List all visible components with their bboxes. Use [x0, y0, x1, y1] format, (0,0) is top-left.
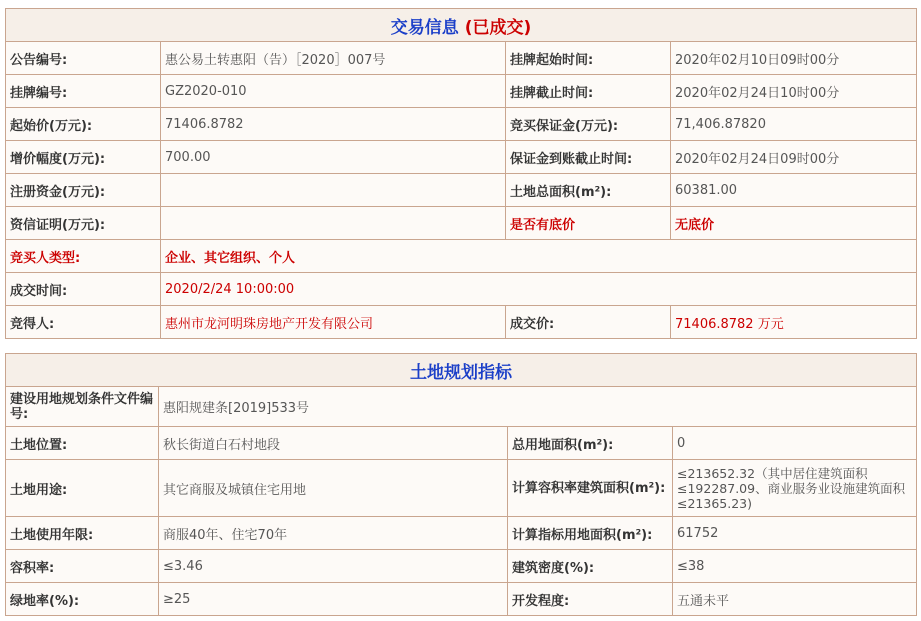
table-row	[6, 460, 917, 517]
dev-level-value: 五通未平	[673, 583, 917, 616]
total-area-label: 总用地面积(m²):	[508, 427, 673, 460]
bidder-type-value: 企业、其它组织、个人	[161, 240, 917, 273]
bidder-type-label: 竞买人类型:	[6, 240, 161, 273]
table-row	[6, 174, 917, 207]
trade-status: (已成交)	[464, 17, 532, 38]
listing-no-value: GZ2020-010	[161, 75, 506, 108]
table-row	[6, 306, 917, 339]
deposit-deadline-value: 2020年02月24日09时00分	[671, 141, 917, 174]
listing-no-label: 挂牌编号:	[6, 75, 161, 108]
reg-capital-label: 注册资金(万元):	[6, 174, 161, 207]
calc-area-value: 61752	[673, 517, 917, 550]
table-row	[6, 387, 917, 427]
increment-value: 700.00	[161, 141, 506, 174]
listing-end-label: 挂牌截止时间:	[506, 75, 671, 108]
reg-capital-value	[161, 174, 506, 207]
location-label: 土地位置:	[6, 427, 159, 460]
table-row	[6, 141, 917, 174]
far-label: 容积率:	[6, 550, 159, 583]
far-value: ≤3.46	[159, 550, 508, 583]
table-row	[6, 207, 917, 240]
table-row	[6, 517, 917, 550]
use-label: 土地用途:	[6, 460, 159, 517]
land-planning-header	[6, 354, 917, 387]
credit-value	[161, 207, 506, 240]
trade-info-title: 交易信息	[390, 17, 459, 38]
land-area-value: 60381.00	[671, 174, 917, 207]
notice-no-value: 惠公易土转惠阳（告）［2020］007号	[161, 42, 506, 75]
trade-info-header	[6, 9, 917, 42]
deal-time-value: 2020/2/24 10:00:00	[161, 273, 917, 306]
deposit-deadline-label: 保证金到账截止时间:	[506, 141, 671, 174]
calc-area-label: 计算指标用地面积(m²):	[508, 517, 673, 550]
green-label: 绿地率(%):	[6, 583, 159, 616]
notice-no-label: 公告编号:	[6, 42, 161, 75]
land-planning-table	[5, 353, 917, 616]
table-row	[6, 583, 917, 616]
deposit-label: 竞买保证金(万元):	[506, 108, 671, 141]
density-value: ≤38	[673, 550, 917, 583]
term-label: 土地使用年限:	[6, 517, 159, 550]
start-price-label: 起始价(万元):	[6, 108, 161, 141]
density-label: 建筑密度(%):	[508, 550, 673, 583]
increment-label: 增价幅度(万元):	[6, 141, 161, 174]
total-area-value: 0	[673, 427, 917, 460]
table-row	[6, 427, 917, 460]
table-row	[6, 75, 917, 108]
green-value: ≥25	[159, 583, 508, 616]
deposit-value: 71,406.87820	[671, 108, 917, 141]
deal-price-label: 成交价:	[506, 306, 671, 339]
table-row	[6, 108, 917, 141]
location-value: 秋长街道白石村地段	[159, 427, 508, 460]
land-planning-title: 土地规划指标	[410, 362, 512, 383]
doc-no-value: 惠阳规建条[2019]533号	[159, 387, 917, 427]
dev-level-label: 开发程度:	[508, 583, 673, 616]
start-price-value: 71406.8782	[161, 108, 506, 141]
term-value: 商服40年、住宅70年	[159, 517, 508, 550]
table-row	[6, 273, 917, 306]
table-row	[6, 550, 917, 583]
floor-area-label: 计算容积率建筑面积(m²):	[508, 460, 673, 517]
winner-label: 竞得人:	[6, 306, 161, 339]
use-value: 其它商服及城镇住宅用地	[159, 460, 508, 517]
reserve-label: 是否有底价	[506, 207, 671, 240]
doc-no-label: 建设用地规划条件文件编号:	[6, 387, 159, 427]
table-row	[6, 42, 917, 75]
credit-label: 资信证明(万元):	[6, 207, 161, 240]
listing-end-value: 2020年02月24日10时00分	[671, 75, 917, 108]
land-area-label: 土地总面积(m²):	[506, 174, 671, 207]
winner-value: 惠州市龙河明珠房地产开发有限公司	[161, 306, 506, 339]
deal-time-label: 成交时间:	[6, 273, 161, 306]
listing-start-value: 2020年02月10日09时00分	[671, 42, 917, 75]
floor-area-value: ≤213652.32（其中居住建筑面积≤192287.09、商业服务业设施建筑面积≤21365.23)	[673, 460, 917, 517]
trade-info-table	[5, 8, 917, 339]
table-row	[6, 240, 917, 273]
reserve-value: 无底价	[671, 207, 917, 240]
listing-start-label: 挂牌起始时间:	[506, 42, 671, 75]
deal-price-value: 71406.8782 万元	[671, 306, 917, 339]
